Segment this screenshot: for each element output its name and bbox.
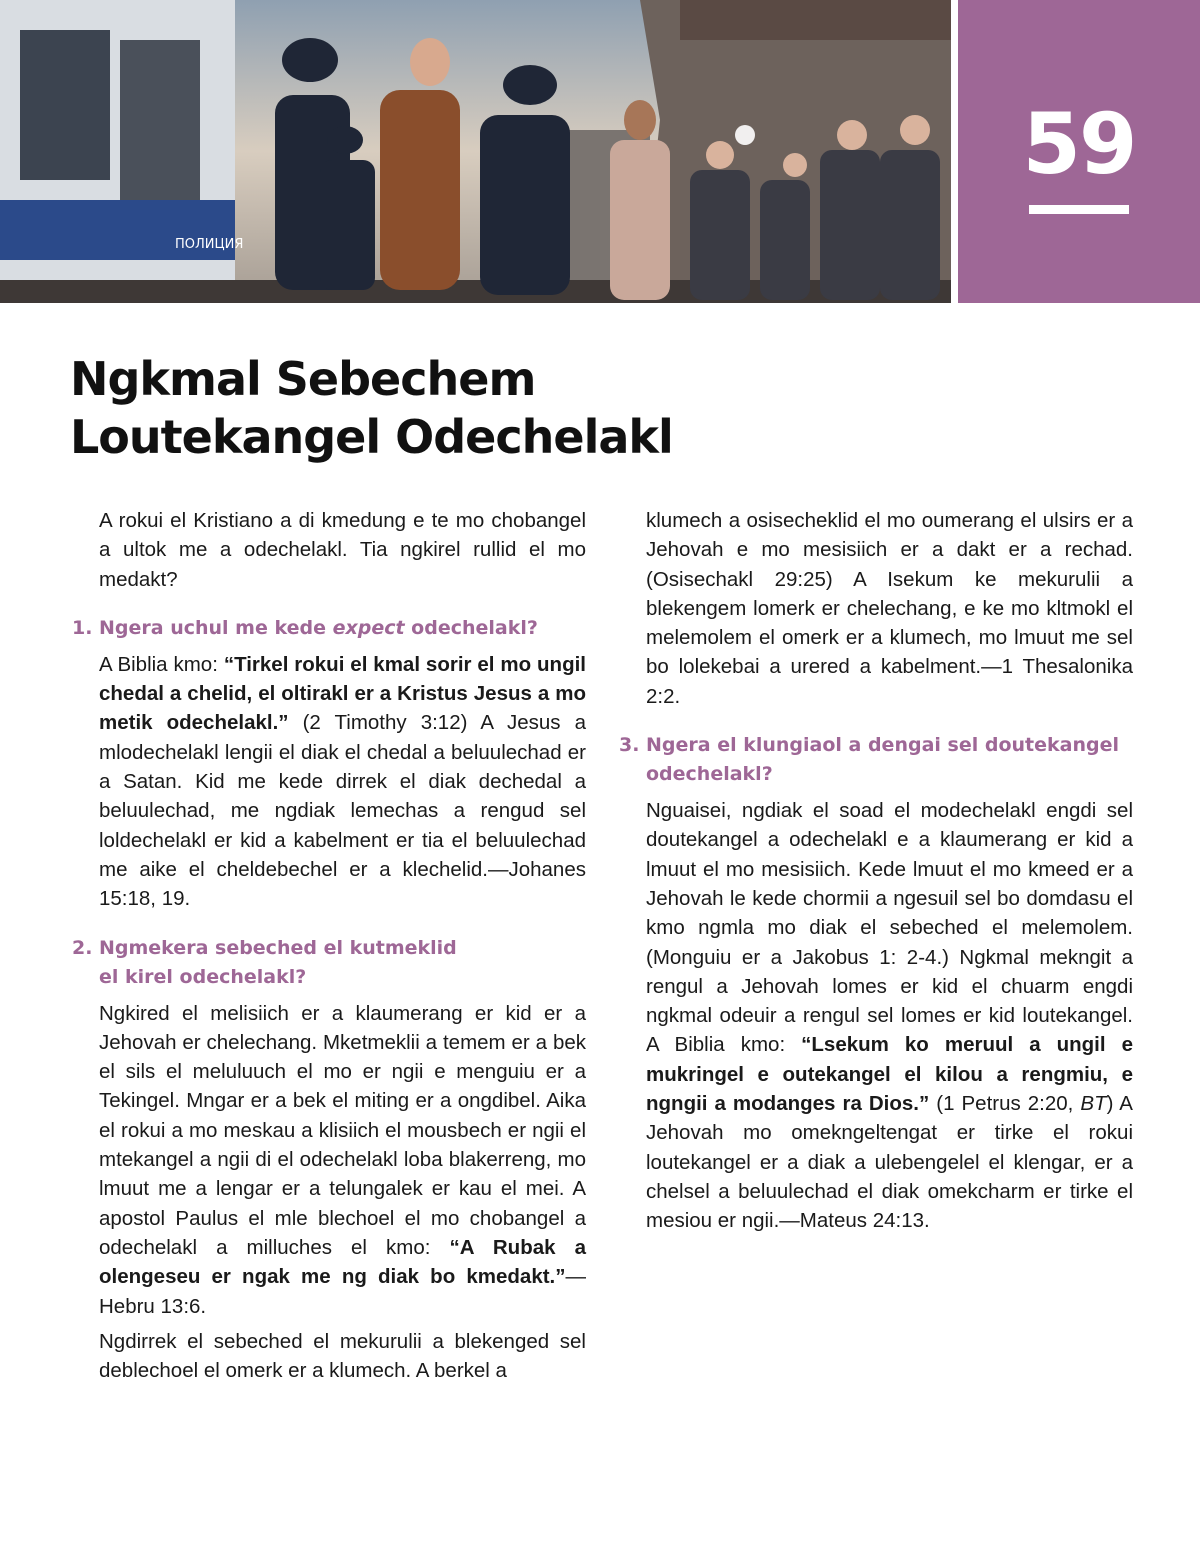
question-3-paragraph [646, 796, 1133, 1235]
right-column [619, 506, 1133, 1236]
question-2-number: 2. [72, 936, 93, 959]
question-2-line-2: el kirel odechelakl? [99, 965, 307, 988]
left-column [72, 506, 586, 1385]
question-2-paragraph-2-continued: klumech a osisecheklid el mo oumerang el ulsirs er a Jehovah e mo mesisiich er a dakt er a rechad. (Osisechakl 29:25) A Isekum ke mekurulii a blekengem lomerk er chelechang, e ke mo kltmokl el melemolem el omerk er a klumech, mo lmuut me sel bo lolekebai a urered a kabelment.—1 Thesalonika 2:2. [646, 509, 1133, 708]
question-3-number: 3. [619, 734, 640, 757]
question-3-reference-italic: BT [1080, 1092, 1107, 1116]
lesson-title-line-1: Ngkmal Sebechem [70, 352, 536, 406]
question-3-reference-start: (1 Petrus 2:20, [929, 1092, 1081, 1116]
question-2-paragraph-1 [99, 999, 586, 1321]
question-2-body: Ngkired el melisiich er a klaumerang er kid er a Jehovah er chelechang. Mketmeklii a temem er a bek el sils el meluluuch el mo er ngii e menguiu er a Tekingel. Mngar er a bek el miting er a ongdibel. Aika el rokui a mo meskau a klisiich el mousbech er ngii el mtekangel a ngii di el odechelakl loba blakerreng, mo lmuut me a lengar er a telungalek er kau el mei. A apostol Paulus el mle blechoel el mo chobangel a odechelakl a milluches el kmo: [99, 1001, 586, 1259]
question-2-reference: —Hebru 13:6. [99, 1265, 586, 1318]
question-1-body: (2 Timothy 3:12) A Jesus a mlodechelakl lengii el diak el chedal a beluulechad er a Satan. Kid me kede dirrek el diak dechedal a beluulechad, me ngdiak lemechas a rengud sel loldechelakl er kid a kabelment er tia el beluulechad me aike el cheldebechel er a klechelid.—Johanes 15:18, 19. [99, 711, 586, 911]
lesson-title-line-2: Loutekangel Odechelakl [70, 410, 673, 464]
question-1-text-italic: expect [332, 616, 405, 639]
question-3-scripture-quote: “Lsekum ko meruul a ungil e mukringel e outekangel el kilou a rengmiu, e ngngii a modanges ra Dios.” [646, 1033, 1133, 1116]
question-2-scripture-quote: “A Rubak a olengeseu er ngak me ng diak bo kmedakt.” [99, 1235, 586, 1289]
question-1-scripture-quote: “Tirkel rokui el kmal sorir el mo ungil chedal a chelid, el oltirakl er a Kristus Jesus a mo metik odechelakl.” [99, 652, 586, 735]
lesson-number: 59 [1022, 95, 1136, 193]
question-3-body: Nguaisei, ngdiak el soad el modechelakl engdi sel doutekangel a odechelakl e a klaumerang er kid a lmuut el mo mesisiich. Kede lmuut el mo kmeed er a Jehovah le kede chormii a ngesuil sel bo domdasu el kmo ngmla mo diak el sebeched el melemolem. (Monguiu er a Jakobus 1: 2-4.) Ngkmal mekngit a rengul a Jehovah lomes er kid el chuarm engdi ngkmal odeuir a rengul sel lomes er kid loutekangel. A Biblia kmo: [646, 799, 1133, 1057]
question-1-heading [72, 614, 586, 643]
lesson-number-box [958, 0, 1200, 303]
question-3-line-2: odechelakl? [646, 763, 773, 786]
question-3-heading [619, 731, 1133, 789]
question-1-text-start: Ngera uchul me kede [99, 616, 333, 639]
header-photo [0, 0, 951, 303]
question-1-intro: A Biblia kmo: [99, 652, 224, 676]
question-3-line-1: Ngera el klungiaol a dengai sel doutekangel [646, 734, 1119, 757]
lesson-title [70, 350, 673, 466]
question-2-paragraph-2: Ngdirrek el sebeched el mekurulii a blekenged sel deblechoel el omerk er a klumech. A berkel a [99, 1329, 586, 1383]
van-label: ПОЛИЦИЯ [175, 237, 244, 252]
lesson-number-underline [1029, 205, 1129, 214]
question-1-text-end: odechelakl? [404, 616, 538, 639]
question-3-body-end: ) A Jehovah mo omekngeltengat er tirke el rokui loutekangel er a diak a ulebengelel el klengar, er a chelsel a beluulechad el diak omekcharm er tirke el mesiou er ngii.—Mateus 24:13. [646, 1092, 1133, 1233]
question-2-heading [72, 934, 586, 992]
question-2-line-1: Ngmekera sebeched el kutmeklid [99, 936, 457, 959]
question-1-number: 1. [72, 616, 93, 639]
intro-paragraph: A rokui el Kristiano a di kmedung e te mo chobangel a ultok me a odechelakl. Tia ngkirel rullid el mo medakt? [99, 509, 586, 591]
question-1-paragraph [99, 650, 586, 914]
photo-illustration [0, 0, 951, 303]
